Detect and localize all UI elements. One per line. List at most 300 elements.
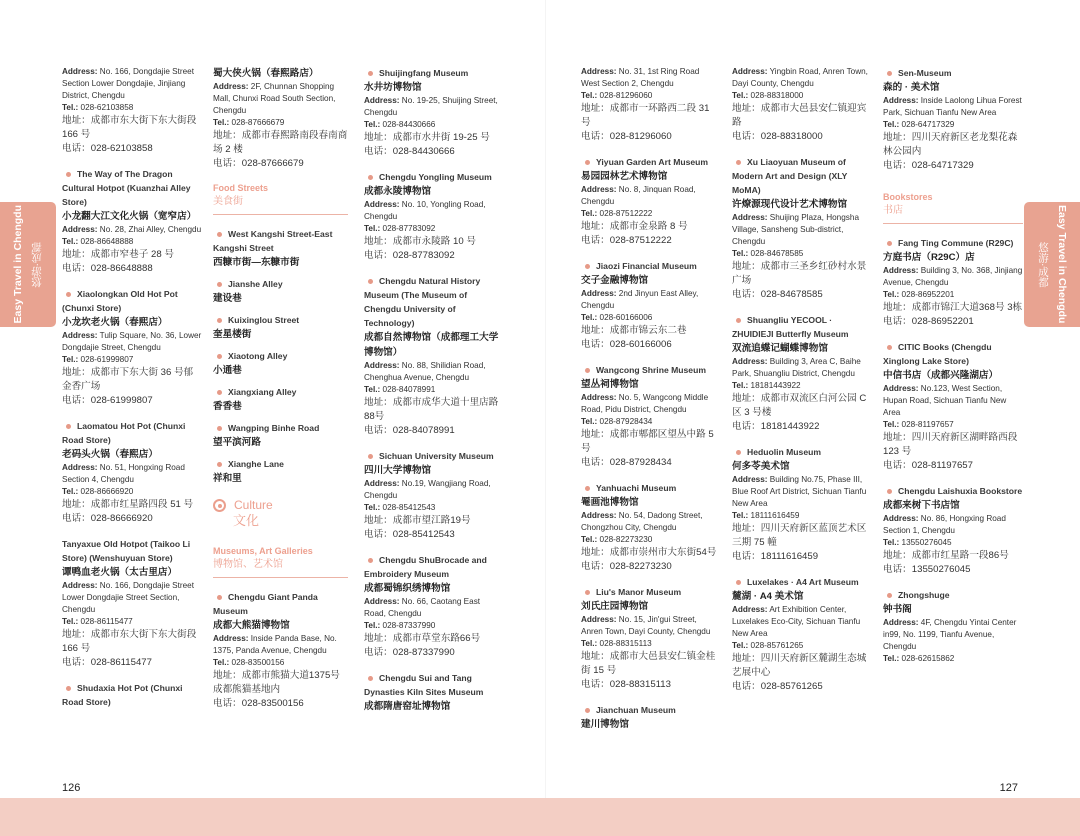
- address-zh: 地址：四川天府新区蓝顶艺术区三期 75 幢: [732, 523, 867, 548]
- listing-entry: [364, 671, 504, 714]
- tel-en: 028-61999807: [80, 355, 134, 364]
- listing-title-zh: 水井坊博物馆: [364, 82, 422, 93]
- address-zh: 地址：成都市窄巷子 28 号: [62, 249, 174, 260]
- tel-en: 028-85761265: [750, 641, 804, 650]
- listing-title-zh: 谭鸭血老火锅（太古里店）: [62, 567, 178, 578]
- tel-en: 028-86648888: [80, 237, 134, 246]
- address-label: Address:: [62, 225, 98, 234]
- address-zh: 地址：成都市春熙路南段春南商场 2 楼: [213, 130, 348, 155]
- address-zh: 地址：成都市三圣乡红砂村水景广场: [732, 261, 867, 286]
- tel-zh: 电话：028-84678585: [732, 289, 823, 300]
- address-en: Building No.75, Phase III, Blue Roof Art District, Sichuan Tianfu New Area: [732, 475, 867, 508]
- tel-label: Tel.:: [62, 103, 79, 112]
- tel-label: Tel.:: [732, 91, 749, 100]
- section-title-en: Bookstores: [883, 192, 933, 202]
- address-label: Address:: [364, 96, 400, 105]
- listing-title: The Way of The Dragon Cultural Hotpot (Kuanzhai Alley Store): [62, 169, 191, 207]
- address-zh: 地址：成都市锦云东二巷: [581, 325, 687, 336]
- bullet-icon: [66, 686, 71, 691]
- listing-title-zh: 建川博物馆: [581, 719, 629, 730]
- address-en: No. 15, Jin'gui Street, Anren Town, Dayi County, Chengdu: [581, 615, 711, 636]
- bullet-icon: [66, 424, 71, 429]
- tel-label: Tel.:: [581, 535, 598, 544]
- street-name: Xiangxiang Alley: [228, 387, 297, 397]
- listing-title: Yiyuan Garden Art Museum: [596, 157, 709, 167]
- street-name: Xiaotong Alley: [228, 351, 288, 361]
- tel-en: 028-85412543: [382, 503, 436, 512]
- bullet-icon: [887, 593, 892, 598]
- address-label: Address:: [364, 361, 400, 370]
- listing-entry: [883, 340, 1023, 473]
- tel-en: 028-88318000: [750, 91, 804, 100]
- street-name: Wangping Binhe Road: [228, 423, 320, 433]
- bullet-icon: [217, 426, 222, 431]
- listing-title: Chengdu Natural History Museum (The Museum of Chengdu University of Technology): [364, 276, 481, 328]
- address-en: No. 28, Zhai Alley, Chengdu: [99, 225, 202, 234]
- listing-entry: [732, 575, 872, 694]
- bullet-icon: [585, 264, 590, 269]
- address-en: No. 66, Caotang East Road, Chengdu: [364, 597, 481, 618]
- listing-entry: [364, 274, 504, 438]
- listing-entry: [62, 681, 202, 709]
- listing-entry: [581, 363, 719, 470]
- listing-title-zh: 成都大熊猫博物馆: [213, 620, 290, 631]
- page-number-right: 127: [999, 782, 1018, 794]
- bullet-icon: [887, 345, 892, 350]
- bullet-icon: [887, 71, 892, 76]
- street-name-zh: 西糠市街—东糠市街: [213, 257, 300, 268]
- listing-title-zh: 成都来树下书店馆: [883, 500, 960, 511]
- address-en: No. 10, Yongling Road, Chengdu: [364, 200, 486, 221]
- address-zh: 地址：四川天府新区老龙梨花森林公园内: [883, 132, 1018, 157]
- listing-title-zh: 成都隋唐窑址博物馆: [364, 701, 451, 712]
- address-label: Address:: [581, 67, 617, 76]
- address-zh: 地址：成都市红星路四段 51 号: [62, 499, 194, 510]
- address-en: No. 5, Wangcong Middle Road, Pidu District, Chengdu: [581, 393, 709, 414]
- tel-zh: 电话：028-84430666: [364, 146, 455, 157]
- column-3: [364, 66, 504, 725]
- bullet-icon: [887, 489, 892, 494]
- listing-title: Xu Liaoyuan Museum of Modern Art and Design (XLY MoMA): [732, 157, 848, 195]
- tel-zh: 电话：028-87512222: [581, 235, 672, 246]
- tel-label: Tel.:: [364, 621, 381, 630]
- street-name-zh: 奎星楼街: [213, 329, 252, 340]
- tel-zh: 电话：028-87666679: [213, 158, 304, 169]
- tel-en: 028-81197657: [901, 420, 954, 429]
- listing-title: Sen-Museum: [898, 68, 952, 78]
- tel-zh: 电话：18181443922: [732, 421, 820, 432]
- address-zh: 地址：四川天府新区湖畔路西段 123 号: [883, 432, 1018, 457]
- street-entry: [213, 227, 348, 270]
- listing-title-zh: 麓湖 · A4 美术馆: [732, 591, 804, 602]
- tel-zh: 电话：028-61999807: [62, 395, 153, 406]
- listing-title: Laomatou Hot Pot (Chunxi Road Store): [62, 421, 186, 445]
- tel-zh: 电话：028-85761265: [732, 681, 823, 692]
- listing-title-zh: 成都自然博物馆（成都理工大学博物馆）: [364, 332, 499, 358]
- listing-title-zh: 钟书阁: [883, 604, 912, 615]
- tel-en: 028-84078991: [382, 385, 436, 394]
- listing-title-zh: 成都永陵博物馆: [364, 186, 432, 197]
- tel-zh: 电话：028-87928434: [581, 457, 672, 468]
- listing-entry: [62, 66, 202, 156]
- bullet-icon: [217, 595, 222, 600]
- section-title-zh: 书店: [883, 205, 903, 216]
- street-entry: [213, 457, 348, 486]
- tel-en: 028-87928434: [599, 417, 653, 426]
- address-en: 4F, Chengdu Yintai Center in99, No. 1199, Tianfu Avenue, Chengdu: [883, 618, 1017, 651]
- address-en: Yingbin Road, Anren Town, Dayi County, Chengdu: [732, 67, 868, 88]
- street-name: Xianghe Lane: [228, 459, 284, 469]
- tel-label: Tel.:: [364, 224, 381, 233]
- column-6: [883, 66, 1023, 676]
- street-entry: [213, 313, 348, 342]
- tel-zh: 电话：028-87783092: [364, 250, 455, 261]
- listing-title-zh: 罨画池博物馆: [581, 497, 639, 508]
- address-en: No. 8, Jinquan Road, Chengdu: [581, 185, 696, 206]
- address-zh: 地址：成都市熊猫大道1375号成都熊猫基地内: [213, 670, 340, 695]
- address-label: Address:: [62, 581, 98, 590]
- address-en: Art Exhibition Center, Luxelakes Eco-City, Sichuan Tianfu New Area: [732, 605, 861, 638]
- section-title-zh: 美食街: [213, 196, 243, 207]
- address-zh: 地址：成都市下东大街 36 号郁金香广场: [62, 367, 194, 392]
- tel-label: Tel.:: [581, 313, 598, 322]
- tel-label: Tel.:: [364, 385, 381, 394]
- listing-title-zh: 小龙坎老火锅（春熙店）: [62, 317, 168, 328]
- listing-entry: [364, 553, 504, 660]
- side-tab-left-en: Easy Travel in Chengdu: [12, 205, 24, 324]
- culture-heading: [213, 498, 348, 529]
- address-label: Address:: [732, 475, 768, 484]
- tel-label: Tel.:: [581, 91, 598, 100]
- address-label: Address:: [732, 605, 768, 614]
- listing-title: Chengdu Laishuxia Bookstore: [898, 486, 1023, 496]
- listing-title-zh: 易园园林艺术博物馆: [581, 171, 668, 182]
- tel-zh: 电话：028-86648888: [62, 263, 153, 274]
- tel-en: 18181443922: [750, 381, 801, 390]
- listing-title: Chengdu Yongling Museum: [379, 172, 492, 182]
- listing-title: Chengdu Giant Panda Museum: [213, 592, 318, 616]
- tel-label: Tel.:: [732, 511, 749, 520]
- listing-entry: [581, 585, 719, 692]
- tel-en: 028-60166006: [599, 313, 653, 322]
- listing-title: CITIC Books (Chengdu Xinglong Lake Store): [883, 342, 992, 366]
- tel-zh: 电话：028-81296060: [581, 131, 672, 142]
- listing-title: Jiaozi Financial Museum: [596, 261, 697, 271]
- bullet-icon: [66, 292, 71, 297]
- address-en: Tulip Square, No. 36, Lower Dongdajie Street, Chengdu: [62, 331, 202, 352]
- bullet-icon: [368, 676, 373, 681]
- listing-title-zh: 刘氏庄园博物馆: [581, 601, 649, 612]
- tel-zh: 电话：028-62103858: [62, 143, 153, 154]
- bullet-icon: [217, 318, 222, 323]
- tel-label: Tel.:: [62, 617, 79, 626]
- street-name-zh: 小通巷: [213, 365, 242, 376]
- address-label: Address:: [364, 597, 400, 606]
- bullet-icon: [368, 71, 373, 76]
- address-en: 2F, Chunnan Shopping Mall, Chunxi Road South Section, Chengdu: [213, 82, 336, 115]
- listing-entry: [883, 588, 1023, 665]
- page-number-left: 126: [62, 782, 81, 794]
- address-en: Shuijing Plaza, Hongsha Village, Sansheng Sub-district, Chengdu: [732, 213, 859, 246]
- tel-label: Tel.:: [883, 654, 900, 663]
- listing-entry: [364, 170, 504, 263]
- listing-entry: [213, 590, 348, 711]
- tel-en: 028-82273230: [599, 535, 653, 544]
- listing-entry: [883, 66, 1023, 173]
- address-label: Address:: [581, 289, 617, 298]
- culture-title-en: Culture: [234, 498, 273, 512]
- listing-title-zh: 双流追蝶记蝴蝶博物馆: [732, 343, 828, 354]
- page-gutter: [545, 0, 546, 798]
- address-en: No. 166, Dongdajie Street Section Lower Dongdajie, Jinjiang District, Chengdu: [62, 67, 194, 100]
- listing-title: Shuangliu YECOOL · ZHUIDIEJI Butterfly Museum: [732, 315, 849, 339]
- section-heading-food-streets: [213, 182, 348, 215]
- address-zh: 地址：四川天府新区麓湖生态城艺展中心: [732, 653, 867, 678]
- listing-title-zh: 中信书店（成都兴隆湖店）: [883, 370, 999, 381]
- tel-en: 028-64717329: [901, 120, 955, 129]
- address-zh: 地址：成都市成华大道十里店路88号: [364, 397, 499, 422]
- tel-zh: 电话：028-88318000: [732, 131, 823, 142]
- column-4: [581, 66, 719, 743]
- listing-title-zh: 交子金融博物馆: [581, 275, 649, 286]
- address-en: Building 3, Area C, Baihe Park, Shuangliu District, Chengdu: [732, 357, 861, 378]
- tel-en: 028-87666679: [231, 118, 285, 127]
- address-label: Address:: [364, 479, 400, 488]
- listing-title-zh: 蜀大侠火锅（春熙路店）: [213, 68, 319, 79]
- tel-label: Tel.:: [732, 249, 749, 258]
- address-label: Address:: [732, 357, 768, 366]
- tel-zh: 电话：028-87337990: [364, 647, 455, 658]
- street-name-zh: 祥和里: [213, 473, 242, 484]
- street-name: West Kangshi Street-East Kangshi Street: [213, 229, 333, 253]
- address-en: No. 86, Hongxing Road Section 1, Chengdu: [883, 514, 1006, 535]
- address-zh: 地址：成都市东大街下东大街段 166 号: [62, 115, 197, 140]
- bullet-icon: [217, 232, 222, 237]
- address-zh: 地址：成都市金泉路 8 号: [581, 221, 688, 232]
- tel-label: Tel.:: [883, 538, 900, 547]
- tel-zh: 电话：028-88315113: [581, 679, 671, 690]
- bullet-icon: [368, 454, 373, 459]
- culture-circle-icon: [213, 499, 226, 512]
- section-heading-bookstores: [883, 191, 1023, 224]
- address-en: Inside Panda Base, No. 1375, Panda Avenue, Chengdu: [213, 634, 337, 655]
- address-label: Address:: [62, 331, 98, 340]
- bullet-icon: [217, 282, 222, 287]
- bullet-icon: [736, 580, 741, 585]
- listing-entry: [364, 449, 504, 542]
- listing-title-zh: 方庭书店（R29C）店: [883, 252, 975, 263]
- listing-entry: [732, 66, 872, 144]
- address-en: No. 166, Dongdajie Street Lower Dongdajie Street Section, Chengdu: [62, 581, 194, 614]
- address-label: Address:: [883, 384, 919, 393]
- address-zh: 地址：成都市崇州市大东街54号: [581, 547, 717, 558]
- listing-title: Shudaxia Hot Pot (Chunxi Road Store): [62, 683, 183, 707]
- address-en: No. 19-25, Shuijing Street, Chengdu: [364, 96, 498, 117]
- listing-entry: [62, 167, 202, 276]
- address-en: Inside Laolong Lihua Forest Park, Sichuan Tianfu New Area: [883, 96, 1022, 117]
- address-en: No. 54, Dadong Street, Chongzhou City, Chengdu: [581, 511, 703, 532]
- listing-title: Jianchuan Museum: [596, 705, 676, 715]
- column-5: [732, 66, 872, 705]
- listing-title-zh: 何多苓美术馆: [732, 461, 790, 472]
- tel-zh: 电话：028-82273230: [581, 561, 672, 572]
- listing-entry: [732, 445, 872, 564]
- address-label: Address:: [883, 618, 919, 627]
- listing-title-zh: 小龙翻大江文化火锅（宽窄店）: [62, 211, 197, 222]
- tel-en: 028-81296060: [599, 91, 653, 100]
- address-zh: 地址：成都市大邑县安仁镇金桂街 15 号: [581, 651, 716, 676]
- side-tab-right-en: Easy Travel in Chengdu: [1056, 205, 1068, 324]
- listing-title-zh: 森的 · 美术馆: [883, 82, 940, 93]
- tel-en: 028-87783092: [382, 224, 436, 233]
- listing-title-zh: 四川大学博物馆: [364, 465, 432, 476]
- bullet-icon: [585, 160, 590, 165]
- listing-entry: [732, 155, 872, 302]
- bullet-icon: [368, 279, 373, 284]
- tel-zh: 电话：028-81197657: [883, 460, 973, 471]
- side-tab-right-cn: 悠游·成都: [1037, 241, 1049, 288]
- address-label: Address:: [364, 200, 400, 209]
- bullet-icon: [585, 590, 590, 595]
- street-name: Kuixinglou Street: [228, 315, 300, 325]
- culture-title-zh: 文化: [233, 513, 260, 528]
- tel-en: 028-84678585: [750, 249, 804, 258]
- bullet-icon: [368, 175, 373, 180]
- address-en: No. 31, 1st Ring Road West Section 2, Chengdu: [581, 67, 700, 88]
- address-zh: 地址：成都市水井街 19-25 号: [364, 132, 490, 143]
- tel-label: Tel.:: [883, 120, 900, 129]
- bullet-icon: [217, 354, 222, 359]
- tel-zh: 电话：028-85412543: [364, 529, 455, 540]
- tel-label: Tel.:: [732, 381, 749, 390]
- address-label: Address:: [581, 393, 617, 402]
- tel-zh: 电话：18111616459: [732, 551, 819, 562]
- tel-label: Tel.:: [732, 641, 749, 650]
- tel-en: 028-84430666: [382, 120, 436, 129]
- tel-zh: 电话：028-60166006: [581, 339, 672, 350]
- listing-entry: [581, 703, 719, 732]
- listing-entry: [213, 66, 348, 171]
- tel-zh: 电话：028-84078991: [364, 425, 455, 436]
- listing-title: Fang Ting Commune (R29C): [898, 238, 1014, 248]
- listing-title: Tanyaxue Old Hotpot (Taikoo Li Store) (Wenshuyuan Store): [62, 539, 191, 563]
- tel-zh: 电话：028-86666920: [62, 513, 153, 524]
- listing-entry: [62, 419, 202, 526]
- address-label: Address:: [883, 514, 919, 523]
- listing-entry: [62, 537, 202, 670]
- tel-en: 028-86952201: [901, 290, 955, 299]
- listing-title: Shuijingfang Museum: [379, 68, 469, 78]
- listing-title: Zhongshuge: [898, 590, 950, 600]
- address-zh: 地址：成都市锦江大道368号 3栋: [883, 302, 1023, 313]
- tel-label: Tel.:: [213, 118, 230, 127]
- listing-entry: [581, 481, 719, 574]
- bullet-icon: [217, 390, 222, 395]
- address-en: No.123, West Section, Hupan Road, Sichuan Tianfu New Area: [883, 384, 1007, 417]
- address-label: Address:: [732, 67, 768, 76]
- tel-en: 028-86115477: [80, 617, 133, 626]
- listing-title: Sichuan University Museum: [379, 451, 494, 461]
- section-title-en: Food Streets: [213, 183, 269, 193]
- address-zh: 地址：成都市一环路西二段 31 号: [581, 103, 710, 128]
- address-label: Address:: [581, 511, 617, 520]
- listing-title: Luxelakes · A4 Art Museum: [747, 577, 859, 587]
- address-label: Address:: [213, 634, 249, 643]
- tel-label: Tel.:: [581, 209, 598, 218]
- side-tab-left-cn: 悠游·成都: [31, 241, 43, 288]
- street-name-zh: 香香巷: [213, 401, 242, 412]
- address-label: Address:: [213, 82, 249, 91]
- listing-title-zh: 成都蜀锦织绣博物馆: [364, 583, 451, 594]
- bullet-icon: [585, 486, 590, 491]
- address-en: No. 51, Hongxing Road Section 4, Chengdu: [62, 463, 185, 484]
- listing-title: Chengdu ShuBrocade and Embroidery Museum: [364, 555, 487, 579]
- address-zh: 地址：成都市大邑县安仁镇迎宾路: [732, 103, 867, 128]
- address-label: Address:: [62, 67, 98, 76]
- bullet-icon: [217, 462, 222, 467]
- street-name-zh: 望平滨河路: [213, 437, 261, 448]
- address-zh: 地址：成都市郫都区望丛中路 5 号: [581, 429, 714, 454]
- street-name: Jianshe Alley: [228, 279, 283, 289]
- bullet-icon: [736, 450, 741, 455]
- section-title-en: Museums, Art Galleries: [213, 546, 313, 556]
- column-1: [62, 66, 202, 720]
- tel-label: Tel.:: [62, 487, 79, 496]
- tel-en: 13550276045: [901, 538, 952, 547]
- section-title-zh: 博物馆、艺术馆: [213, 559, 283, 570]
- bullet-icon: [736, 160, 741, 165]
- address-zh: 地址：成都市永陵路 10 号: [364, 236, 476, 247]
- tel-en: 028-83500156: [231, 658, 285, 667]
- tel-zh: 电话：028-64717329: [883, 160, 974, 171]
- address-label: Address:: [883, 266, 919, 275]
- listing-entry: [581, 259, 719, 352]
- bullet-icon: [736, 318, 741, 323]
- address-zh: 地址：成都市草堂东路66号: [364, 633, 481, 644]
- bottom-band: [0, 798, 1080, 836]
- listing-title-zh: 望丛祠博物馆: [581, 379, 639, 390]
- tel-label: Tel.:: [213, 658, 230, 667]
- column-2: [213, 66, 348, 722]
- section-heading-museums: [213, 545, 348, 578]
- listing-title-zh: 老码头火锅（春熙店）: [62, 449, 158, 460]
- listing-title: Yanhuachi Museum: [596, 483, 677, 493]
- address-zh: 地址：成都市望江路19号: [364, 515, 471, 526]
- side-tab-left: [0, 202, 56, 327]
- address-en: 2nd Jinyun East Alley, Chengdu: [581, 289, 699, 310]
- tel-en: 18111616459: [750, 511, 800, 520]
- listing-title: Heduolin Museum: [747, 447, 822, 457]
- bullet-icon: [585, 368, 590, 373]
- street-entry: [213, 349, 348, 378]
- address-zh: 地址：成都市东大街下东大街段 166 号: [62, 629, 197, 654]
- tel-en: 028-62103858: [80, 103, 134, 112]
- address-label: Address:: [581, 185, 617, 194]
- bullet-icon: [887, 241, 892, 246]
- tel-en: 028-86666920: [80, 487, 134, 496]
- tel-zh: 电话：13550276045: [883, 564, 971, 575]
- street-name-zh: 建设巷: [213, 293, 242, 304]
- address-label: Address:: [732, 213, 768, 222]
- bullet-icon: [585, 708, 590, 713]
- tel-label: Tel.:: [883, 290, 900, 299]
- listing-title: Xiaolongkan Old Hot Pot (Chunxi Store): [62, 289, 178, 313]
- tel-label: Tel.:: [581, 639, 598, 648]
- tel-zh: 电话：028-86115477: [62, 657, 152, 668]
- address-label: Address:: [581, 615, 617, 624]
- address-label: Address:: [883, 96, 919, 105]
- listing-title: Wangcong Shrine Museum: [596, 365, 706, 375]
